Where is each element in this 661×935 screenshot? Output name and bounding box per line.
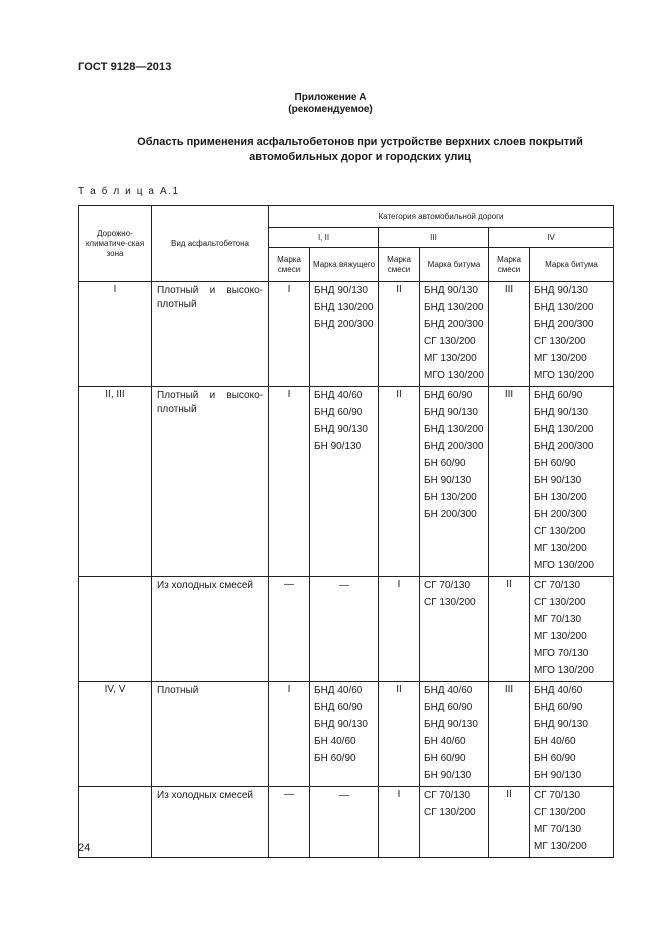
list-item: МГО 130/200 [534,665,594,676]
type-cell: Из холодных смесей [152,787,269,858]
mix-mark-cell: I [269,387,310,577]
table-row [79,577,614,682]
list-item: БНД 40/60 [314,390,363,401]
section-title: Область применения асфальтобетонов при устройстве верхних слоев покрытий автомобильных дорог и городских улиц [137,136,583,163]
mix-mark-cell: II [489,577,530,682]
mix-mark-cell: — [269,787,310,858]
list-item: БНД 60/90 [314,702,363,713]
table-body [79,282,614,858]
list-item: СГ 130/200 [534,336,586,347]
list-item: БН 60/90 [424,458,466,469]
type-cell: Плотный и высоко-плотный [152,387,269,577]
list-item: БНД 200/300 [314,319,374,330]
standard-header: ГОСТ 9128—2013 [78,61,172,73]
bitumen-list-cell [420,387,489,577]
header-cat-1-2: I, II [269,228,379,248]
bitumen-list-cell [420,577,489,682]
list-item: МГ 130/200 [534,543,587,554]
header-type: Вид асфальтобетона [152,206,269,282]
table-row [79,387,614,577]
type-cell: Из холодных смесей [152,577,269,682]
zone-cell: II, III [79,387,152,577]
list-item: БН 60/90 [534,753,576,764]
bitumen-list-cell [530,577,614,682]
list-item: СГ 70/130 [424,790,471,801]
header-bitumen-mark-1: Марка битума [420,248,489,282]
header-bitumen-mark-2: Марка битума [530,248,614,282]
mix-mark-cell: II [379,282,420,387]
list-item: БН 90/130 [424,770,472,781]
list-item: БН 60/90 [424,753,466,764]
list-item: БН 90/130 [314,441,362,452]
list-item: БНД 130/200 [314,302,374,313]
bitumen-list-cell [420,282,489,387]
mix-mark-cell: I [269,682,310,787]
list-item: БНД 60/90 [424,702,473,713]
header-mix-mark-3: Марка смеси [489,248,530,282]
header-binder-mark: Марка вяжущего [310,248,379,282]
type-cell: Плотный [152,682,269,787]
binder-list-cell [310,787,379,858]
list-item: БНД 130/200 [424,302,484,313]
list-item: БНД 60/90 [534,390,583,401]
list-item: БН 40/60 [534,736,576,747]
list-item: БНД 200/300 [424,319,484,330]
header-mix-mark-2: Марка смеси [379,248,420,282]
bitumen-list-cell [530,682,614,787]
type-cell: Плотный и высоко-плотный [152,282,269,387]
list-item: МГО 130/200 [534,560,594,571]
binder-list-cell [310,577,379,682]
list-item: МГ 130/200 [534,631,587,642]
zone-cell: I [79,282,152,387]
mix-mark-cell: III [489,387,530,577]
list-item: БН 90/130 [534,770,582,781]
application-table [78,205,614,858]
binder-list-cell [310,682,379,787]
bitumen-list-cell [420,682,489,787]
header-mix-mark-1: Марка смеси [269,248,310,282]
list-item: БНД 130/200 [534,302,594,313]
mix-mark-cell: — [269,577,310,682]
list-item: МГ 130/200 [534,353,587,364]
list-item: БНД 40/60 [534,685,583,696]
list-item: МГ 70/130 [534,614,582,625]
list-item: БНД 90/130 [534,407,588,418]
header-cat-3: III [379,228,489,248]
bitumen-list-cell [530,787,614,858]
mix-mark-cell: II [489,787,530,858]
list-item: СГ 70/130 [534,790,581,801]
mix-mark-cell: III [489,682,530,787]
table-row [79,787,614,858]
list-item: МГ 130/200 [424,353,477,364]
list-item: БН 130/200 [534,492,587,503]
zone-cell: IV, V [79,682,152,787]
table-row [79,282,614,387]
list-item: СГ 130/200 [424,807,476,818]
list-item: СГ 70/130 [534,580,581,591]
list-item: БН 200/300 [534,509,587,520]
mix-mark-cell: I [379,787,420,858]
list-item: БНД 200/300 [534,319,594,330]
binder-list-cell [310,387,379,577]
list-item: БНД 200/300 [534,441,594,452]
list-item: БНД 60/90 [534,702,583,713]
list-item: БНД 90/130 [534,285,588,296]
bitumen-list-cell [530,282,614,387]
mix-mark-cell: II [379,387,420,577]
list-item: БНД 40/60 [424,685,473,696]
appendix-subtitle: (рекомендуемое) [288,104,373,115]
mix-mark-cell: II [379,682,420,787]
list-item: БНД 90/130 [534,719,588,730]
list-item: БНД 130/200 [534,424,594,435]
list-item: БНД 130/200 [424,424,484,435]
mix-mark-cell: I [379,577,420,682]
list-item: БНД 90/130 [424,285,478,296]
list-item: — [339,790,349,801]
appendix-title: Приложение А [294,92,367,103]
list-item: БН 60/90 [314,753,356,764]
list-item: МГО 130/200 [534,370,594,381]
list-item: МГО 130/200 [424,370,484,381]
mix-mark-cell: I [269,282,310,387]
list-item: МГ 130/200 [534,841,587,852]
list-item: БНД 60/90 [314,407,363,418]
header-cat-4: IV [489,228,614,248]
list-item: БН 130/200 [424,492,477,503]
binder-list-cell [310,282,379,387]
list-item: СГ 130/200 [534,526,586,537]
mix-mark-cell: III [489,282,530,387]
list-item: БН 90/130 [534,475,582,486]
list-item: БН 60/90 [534,458,576,469]
list-item: БН 200/300 [424,509,477,520]
list-item: БНД 90/130 [314,285,368,296]
list-item: СГ 130/200 [424,597,476,608]
header-zone: Дорожно-климатиче-ская зона [79,206,152,282]
bitumen-list-cell [530,387,614,577]
list-item: БНД 90/130 [314,719,368,730]
list-item: — [339,580,349,591]
list-item: БНД 90/130 [424,407,478,418]
list-item: БН 90/130 [424,475,472,486]
list-item: СГ 130/200 [534,597,586,608]
list-item: БН 40/60 [314,736,356,747]
zone-cell [79,577,152,682]
list-item: БНД 90/130 [424,719,478,730]
table-row [79,682,614,787]
list-item: БНД 90/130 [314,424,368,435]
bitumen-list-cell [420,787,489,858]
list-item: БН 40/60 [424,736,466,747]
list-item: МГО 70/130 [534,648,589,659]
list-item: СГ 130/200 [424,336,476,347]
page-number: 24 [78,842,91,854]
list-item: СГ 130/200 [534,807,586,818]
list-item: БНД 200/300 [424,441,484,452]
list-item: БНД 40/60 [314,685,363,696]
list-item: МГ 70/130 [534,824,582,835]
header-category: Категория автомобильной дороги [269,206,614,228]
table-caption: Т а б л и ц а А.1 [78,186,180,197]
list-item: СГ 70/130 [424,580,471,591]
list-item: БНД 60/90 [424,390,473,401]
